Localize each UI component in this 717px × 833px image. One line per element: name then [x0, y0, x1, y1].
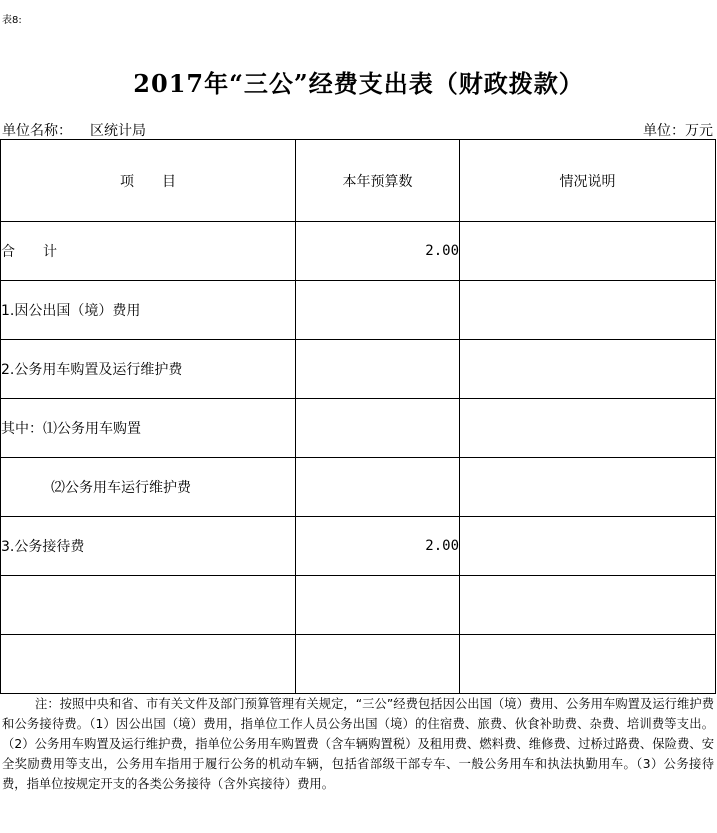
- row-item: 其中：⑴公务用车购置: [1, 399, 296, 458]
- table-row-empty: [1, 576, 716, 635]
- table-row: [1, 517, 716, 576]
- row-note: [460, 281, 716, 340]
- row-note: [460, 576, 716, 635]
- table-row-empty: [1, 635, 716, 694]
- table-row: [1, 281, 716, 340]
- table-row-total: [1, 222, 716, 281]
- row-item: [1, 576, 296, 635]
- row-item: 合 计: [1, 222, 296, 281]
- page-title: 2017年“三公”经费支出表（财政拨款）: [133, 69, 584, 98]
- table-row: [1, 458, 716, 517]
- row-note: [460, 399, 716, 458]
- row-budget: 2.00: [296, 517, 460, 576]
- expense-table: [0, 139, 716, 694]
- row-budget: [296, 281, 460, 340]
- column-header-description: 情况说明: [460, 140, 716, 222]
- row-budget: [296, 399, 460, 458]
- row-note: [460, 222, 716, 281]
- currency-unit: 单位：万元: [643, 123, 713, 139]
- row-item: 2.公务用车购置及运行维护费: [1, 340, 296, 399]
- row-note: [460, 635, 716, 694]
- row-budget: [296, 576, 460, 635]
- unit-name: [2, 120, 146, 140]
- row-item: 3.公务接待费: [1, 517, 296, 576]
- row-budget: [296, 458, 460, 517]
- row-note: [460, 458, 716, 517]
- unit-name-value: 区统计局: [90, 123, 146, 139]
- table-header-row: [1, 140, 716, 222]
- column-header-item: 项 目: [1, 140, 296, 222]
- row-item: ⑵公务用车运行维护费: [1, 458, 296, 517]
- row-budget: [296, 635, 460, 694]
- table-row: [1, 399, 716, 458]
- unit-name-label: 单位名称：: [2, 123, 72, 139]
- footnote: 注：按照中央和省、市有关文件及部门预算管理有关规定，“三公”经费包括因公出国（境）费用、公务用车购置及运行维护费和公务接待费。（1）因公出国（境）费用，指单位工作人员公务出国（境）的住宿费、旅费、伙食补助费、杂费、培训费等支出。（2）公务用车购置及运行维护费，指单位公务用车购置费（含车辆购置税）及租用费、燃料费、维修费、过桥过路费、保险费、安全奖励费用等支出，公务用车指用于履行公务的机动车辆，包括省部级干部专车、一般公务用车和执法执勤用车。（3）公务接待费，指单位按规定开支的各类公务接待（含外宾接待）费用。: [2, 697, 714, 791]
- row-budget: [296, 340, 460, 399]
- table-row: [1, 340, 716, 399]
- row-note: [460, 340, 716, 399]
- row-budget: 2.00: [296, 222, 460, 281]
- row-item: [1, 635, 296, 694]
- column-header-budget: 本年预算数: [296, 140, 460, 222]
- row-item: 1.因公出国（境）费用: [1, 281, 296, 340]
- table-tag: 表8:: [2, 15, 22, 26]
- row-note: [460, 517, 716, 576]
